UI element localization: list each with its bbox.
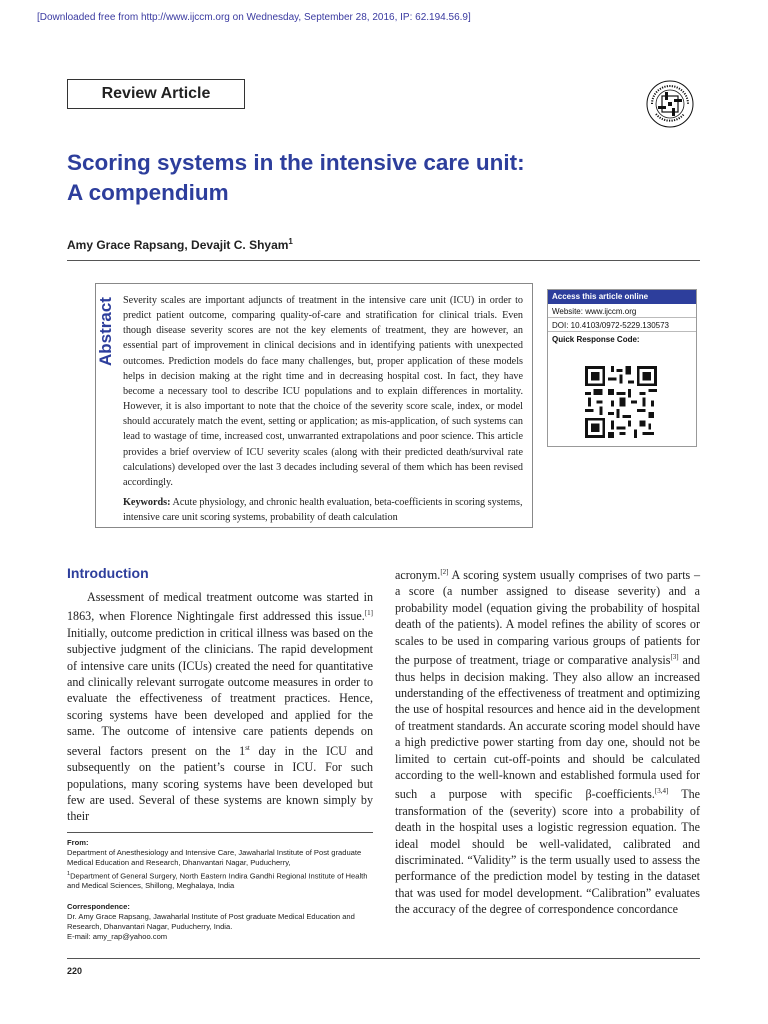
access-website: Website: www.ijccm.org bbox=[548, 305, 696, 318]
from-label: From: bbox=[67, 838, 89, 847]
citation-ref[interactable]: [3] bbox=[670, 653, 679, 662]
access-doi: DOI: 10.4103/0972-5229.130573 bbox=[548, 319, 696, 332]
affiliation-1: Department of Anesthesiology and Intensive Care, Jawaharlal Institute of Post graduate Medical Education and Research, Dhanvantari Nagar, Puducherry, bbox=[67, 848, 362, 868]
correspondence-address: Dr. Amy Grace Rapsang, Jawaharlal Institute of Post graduate Medical Education and Research, Dhanvantari Nagar, Puducherry, India. bbox=[67, 911, 355, 931]
author-affiliation-mark: 1 bbox=[288, 237, 293, 246]
article-title bbox=[67, 148, 525, 208]
society-seal-icon bbox=[646, 80, 694, 128]
correspondence-label: Correspondence: bbox=[67, 901, 130, 911]
download-banner: [Downloaded free from http://www.ijccm.org on Wednesday, September 28, 2016, IP: 62.194.56.9] bbox=[37, 12, 471, 23]
access-qr-label: Quick Response Code: bbox=[552, 335, 640, 344]
access-header: Access this article online bbox=[548, 290, 696, 304]
page-number: 220 bbox=[67, 966, 83, 976]
keywords-list: Acute physiology, and chronic health evaluation, beta-coefficients in scoring systems, intensive care unit scoring systems, probability of death calculation bbox=[123, 497, 523, 524]
section-heading-introduction: Introduction bbox=[67, 565, 149, 581]
title-line-1: Scoring systems in the intensive care unit: bbox=[67, 150, 525, 175]
body-column-left: Assessment of medical treatment outcome was started in 1863, when Florence Nightingale first addressed this issue.[1] Initially, outcome prediction in critical illness was based on the subjective judgment of the clinicians. The rapid development of intensive care units (ICUs) created the need for quantitative and clinically relevant surrogate outcome measures in order to evaluate the effectiveness of treatment practices. Hence, scoring systems have been developed and applied for the same. The outcome of intensive care patients depends on several factors present on the 1st day in the ICU and subsequently on the patient’s course in ICU. For such populations, many scoring systems have been developed but few are used. Several of these systems are known simply by their bbox=[67, 590, 373, 824]
abstract-text: Severity scales are important adjuncts of treatment in the intensive care unit (ICU) in order to predict patient outcome, comparing quality-of-care and stratification for clinical trials. Even though disease severity scores are not the key elements of treatment, they are however, an essential part of improvement in clinical decisions and in identifying patients with unexpected outcomes. Prediction models do face many challenges, but, proper application of these models helps in decision making at the right time and in decreasing hospital cost. In fact, they have become a necessary tool to describe ICU populations and to explain differences in mortality. However, it is also important to note that the choice of the severity score scale, index, or model should accurately match the event, setting or application; as mis-application, of such systems can lead to wastage of time, increased cost, unwarranted extrapolations and poor science. This article provides a brief overview of ICU severity scales (along with their predicted death/survival rate calculations) developed over the last 3 decades including several of them which has been revised accordingly. bbox=[123, 295, 523, 488]
abstract-label: Abstract bbox=[96, 297, 115, 366]
article-type-label: Review Article bbox=[67, 79, 245, 109]
affiliation-2: $^1$Department of General Surgery, North Eastern Indira Gandhi Regional Institute of Health and Medical Sciences, Shillong, Meghalaya, India bbox=[67, 870, 368, 891]
author-list bbox=[67, 237, 293, 252]
keywords bbox=[123, 495, 523, 525]
keywords-label: Keywords: bbox=[123, 497, 171, 508]
citation-ref[interactable]: [3,4] bbox=[654, 787, 669, 796]
header-divider bbox=[67, 260, 700, 261]
footer-divider bbox=[67, 958, 700, 959]
title-line-2: A compendium bbox=[67, 180, 229, 205]
affiliations-block bbox=[67, 838, 377, 942]
author-names: Amy Grace Rapsang, Devajit C. Shyam bbox=[67, 238, 289, 252]
qr-code-icon[interactable] bbox=[585, 366, 657, 438]
citation-ref[interactable]: [1] bbox=[364, 609, 373, 618]
affiliation-divider bbox=[67, 832, 373, 833]
correspondence-email[interactable]: E-mail: amy_rap@yahoo.com bbox=[67, 932, 168, 942]
citation-ref[interactable]: [2] bbox=[440, 568, 449, 576]
body-column-right: acronym.[2] A scoring system usually comprises of two parts – a score (a number assigned to disease severity) and a probability model (equation giving the probability of hospital death of the patients). A model refines the ability of scores or scales to be used in comparing various groups of patients for the purpose of treatment, triage or comparative analysis[3] and thus helps in decision making. They also allow an increased understanding of the effectiveness of treatment and optimizing the use of hospital resources and hence aid in the development of treatment standards. An accurate scoring model should have a high predictive power starting from day one, should not be limited to certain cut-off-points and should be calculated according to the well-known and established formula used for such a purpose with specific β-coefficients.[3,4] The transformation of the (severity) score into a probability of death in the hospital uses a logistic regression equation. The ideal model should be well-validated, calibrated and discriminated. “Validity” is the term usually used to assess the performance of the prediction model by testing in the dataset that was used for model development. “Calibration” evaluates the accuracy of the degree of correspondence concordance bbox=[395, 568, 700, 917]
